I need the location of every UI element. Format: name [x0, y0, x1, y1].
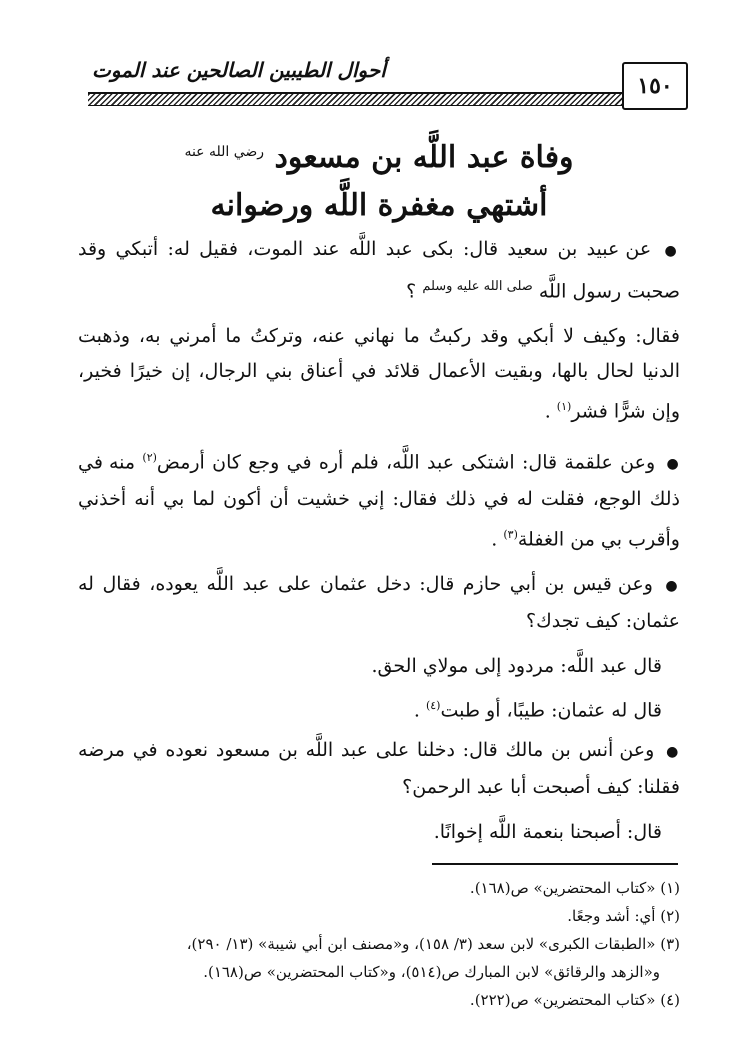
paragraph-1-end: ؟	[406, 280, 417, 303]
chapter-title	[80, 128, 678, 182]
paragraph-5-text: وعن أنس بن مالك قال: دخلنا على عبد اللَّه بن مسعود نعوده في مرضه فقلنا: كيف أصبحت أبا عبد الرحمن؟	[78, 738, 680, 798]
running-title: أحوال الطيبين الصالحين عند الموت	[92, 58, 386, 82]
paragraph-1	[78, 232, 680, 309]
footnote-ref-1: (١)	[556, 400, 572, 414]
paragraph-4	[78, 567, 680, 639]
body-text	[78, 232, 680, 854]
footnote-3: (٣) «الطبقات الكبرى» لابن سعد (٣/ ١٥٨)، و«مصنف ابن أبي شيبة» (١٣/ ٢٩٠)،	[186, 935, 680, 953]
footnote-ref-4: (٤)	[425, 699, 441, 713]
footnote-ref-3: (٣)	[503, 527, 518, 541]
paragraph-4-text: وعن قيس بن أبي حازم قال: دخل عثمان على عبد اللَّه يعوده، فقال له عثمان: كيف تجدك؟	[78, 573, 680, 633]
paragraph-3	[78, 440, 680, 558]
chapter-subtitle: أشتهي مغفرة اللَّه ورضوانه	[210, 188, 548, 223]
footnote-4: (٤) «كتاب المحتضرين» ص(٢٢٢).	[469, 991, 680, 1009]
paragraph-1-text: عن عبيد بن سعيد قال: بكى عبد اللَّه عند الموت، فقيل له: أتبكي وقد صحبت رسول اللَّه	[78, 238, 680, 303]
paragraph-3-mid: منه في ذلك الوجع، فقلت له في ذلك فقال: إني خشيت أن أكون لما بي أنه أخذني وأقرب بي من الغفلة	[78, 450, 680, 551]
paragraph-5	[78, 733, 680, 805]
paragraph-3-text: وعن علقمة قال: اشتكى عبد اللَّه، فلم أره في وجع كان أرمض	[156, 450, 656, 473]
page-number: ١٥٠	[622, 62, 688, 110]
footnote-2: (٢) أي: أشد وجعًا.	[567, 907, 680, 925]
honorific-mark: رضي الله عنه	[184, 144, 265, 160]
header-rule	[88, 92, 626, 106]
footnote-3-continued: و«الزهد والرقائق» لابن المبارك ص(٥١٤)، و«كتاب المحتضرين» ص(١٦٨).	[203, 963, 660, 981]
bullet-icon: ●	[665, 578, 680, 595]
quote-2-text: قال له عثمان: طيبًا، أو طبت	[440, 699, 662, 722]
chapter-title-text: وفاة عبد اللَّه بن مسعود	[274, 140, 574, 175]
quote-1: قال عبد اللَّه: مردود إلى مولاي الحق.	[371, 655, 662, 678]
footnotes	[78, 874, 680, 1014]
footnote-1: (١) «كتاب المحتضرين» ص(١٦٨).	[469, 879, 680, 897]
paragraph-2	[78, 319, 680, 429]
paragraph-2-end: .	[544, 400, 551, 423]
bullet-icon: ●	[664, 243, 681, 259]
quote-2-end: .	[413, 699, 420, 722]
bullet-icon: ●	[666, 743, 680, 760]
pbuh-mark: صلى الله عليه وسلم	[422, 279, 533, 294]
paragraph-3-end: .	[491, 528, 498, 551]
bullet-icon: ●	[666, 455, 680, 472]
paragraph-2-text: فقال: وكيف لا أبكي وقد ركبتُ ما نهاني عنه، وتركتُ ما أمرني به، وذهبت الدنيا لحال بالها، وبقيت الأعمال قلائد في أعناق بني الرجال، إن خيرًا فخير، وإن شرًّا فشر	[78, 325, 680, 423]
footnote-divider	[432, 863, 678, 865]
quote-3: قال: أصبحنا بنعمة اللَّه إخوانًا.	[433, 820, 662, 843]
footnote-ref-2: (٢)	[142, 450, 157, 464]
quote-2	[78, 688, 662, 728]
